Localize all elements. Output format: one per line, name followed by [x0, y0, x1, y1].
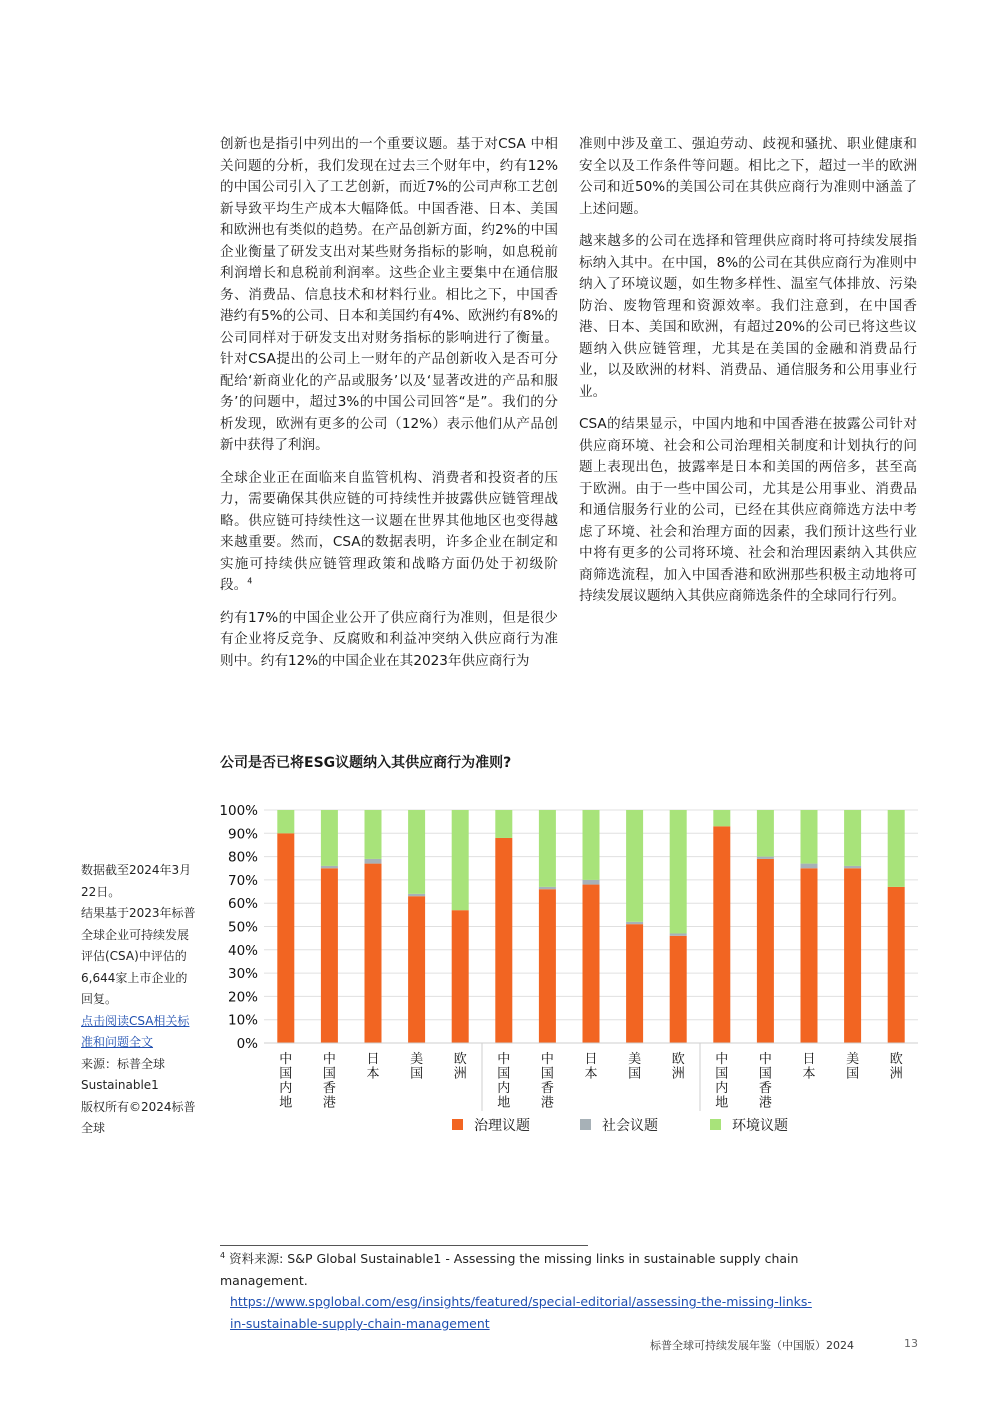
methodology-note: 结果基于2023年标普全球企业可持续发展评估(CSA)中评估的6,644家上市企业的回复。	[81, 906, 196, 1006]
x-tick-label: 美	[846, 1052, 860, 1067]
x-tick-label: 日	[366, 1052, 380, 1067]
bar-segment	[583, 885, 600, 1043]
x-tick-label: 国	[846, 1066, 860, 1082]
paragraph: 约有17%的中国企业公开了供应商行为准则，但是很少有企业将反竞争、反腐败和利益冲突纳入供应商行为准则中。约有12%的中国企业在其2023年供应商行为	[220, 609, 558, 669]
x-tick-label: 中	[758, 1052, 772, 1067]
bar-segment	[888, 810, 905, 887]
x-tick-label: 本	[366, 1066, 380, 1082]
bar-segment	[321, 868, 338, 1043]
bar-segment	[844, 866, 861, 868]
bar-segment	[583, 880, 600, 885]
bar-segment	[713, 826, 730, 1043]
x-tick-label: 国	[758, 1066, 772, 1082]
x-tick-label: 日	[584, 1052, 598, 1067]
x-tick-label: 日	[802, 1052, 816, 1067]
x-tick-label: 地	[497, 1095, 511, 1111]
bar-segment	[888, 887, 905, 1043]
bar-segment	[277, 810, 294, 833]
x-tick-label: 国	[540, 1066, 554, 1082]
bar-segment	[408, 894, 425, 896]
y-tick-label: 20%	[227, 989, 258, 1006]
bar-segment	[801, 810, 818, 864]
csa-criteria-link[interactable]: 点击阅读CSA相关标准和问题全文	[81, 1013, 190, 1049]
x-tick-label: 港	[758, 1095, 772, 1111]
copyright-note: 版权所有©2024标普全球	[81, 1099, 196, 1135]
bar-segment	[365, 810, 382, 859]
x-tick-label: 洲	[889, 1066, 903, 1082]
x-tick-label: 港	[540, 1095, 554, 1111]
bar-segment	[844, 810, 861, 866]
stacked-bar-chart	[200, 796, 930, 1146]
bar-segment	[539, 887, 556, 889]
bar-segment	[365, 864, 382, 1043]
bar-segment	[757, 810, 774, 857]
paragraph: 准则中涉及童工、强迫劳动、歧视和骚扰、职业健康和安全以及工作条件等问题。相比之下，超过一半的欧洲公司和近50%的美国公司在其供应商行为准则中涵盖了上述问题。	[579, 136, 917, 217]
y-tick-label: 100%	[219, 803, 258, 819]
x-tick-label: 洲	[453, 1066, 467, 1082]
bar-segment	[408, 810, 425, 894]
y-tick-label: 80%	[227, 849, 258, 866]
x-tick-label: 洲	[671, 1066, 685, 1082]
x-tick-label: 欧	[671, 1052, 685, 1067]
chart-title: 公司是否已将ESG议题纳入其供应商行为准则?	[220, 755, 512, 771]
bar-segment	[626, 924, 643, 1043]
legend-swatch	[452, 1119, 463, 1130]
bar-segment	[713, 810, 730, 826]
x-tick-label: 中	[279, 1052, 293, 1067]
chart-notes	[81, 860, 197, 1140]
x-tick-label: 地	[715, 1095, 729, 1111]
bar-segment	[321, 866, 338, 868]
y-tick-label: 50%	[227, 919, 258, 936]
y-tick-label: 70%	[227, 872, 258, 889]
paragraph	[220, 468, 558, 597]
legend-label: 社会议题	[602, 1118, 658, 1134]
paragraph: 越来越多的公司在选择和管理供应商时将可持续发展指标纳入其中。在中国，8%的公司在其供应商行为准则中纳入了环境议题，如生物多样性、温室气体排放、污染防治、废物管理和资源效率。我们注意到，在中国香港、日本、美国和欧洲，有超过20%的公司已将这些议题纳入供应链管理，尤其是在美国的金融和消费品行业，以及欧洲的材料、消费品、通信服务和公用事业行业。	[579, 233, 917, 400]
bar-segment	[321, 810, 338, 866]
bar-segment	[757, 859, 774, 1043]
y-tick-label: 30%	[227, 966, 258, 983]
paragraph: 创新也是指引中列出的一个重要议题。基于对CSA 中相关问题的分析，我们发现在过去三个财年中，约有12%的中国公司引入了工艺创新，而近7%的公司声称工艺创新导致平均生产成本大幅降低。中国香港、日本、美国和欧洲也有类似的趋势。在产品创新方面，约2%的中国企业衡量了研发支出对某些财务指标的影响，如息税前利润增长和息税前利润率。这些企业主要集中在通信服务、消费品、信息技术和材料行业。相比之下，中国香港约有5%的公司、日本和美国约有4%、欧洲约有8%的公司同样对于研发支出对财务指标的影响进行了衡量。针对CSA提出的公司上一财年的产品创新收入是否可分配给‘新商业化的产品或服务’以及‘显著改进的产品和服务’的问题中，超过3%的中国公司回答“是”。我们的分析发现，欧洲有更多的公司（12%）表示他们从产品创新中获得了利润。	[220, 136, 558, 453]
bar-segment	[626, 810, 643, 922]
page-number: 13	[904, 1337, 918, 1350]
bar-segment	[670, 936, 687, 1043]
bar-segment	[277, 833, 294, 1043]
chart-legend	[452, 1118, 788, 1134]
legend-label: 环境议题	[732, 1118, 788, 1134]
source-note: 来源：标普全球Sustainable1	[81, 1056, 166, 1092]
data-date-note: 数据截至2024年3月22日。	[81, 863, 192, 899]
bar-segment	[583, 810, 600, 880]
paragraph: CSA的结果显示，中国内地和中国香港在披露公司针对供应商环境、社会和公司治理相关制度和计划执行的问题上表现出色，披露率是日本和美国的两倍多，甚至高于欧洲。由于一些中国公司，尤其是公用事业、消费品和通信服务行业的公司，已经在其供应商筛选方法中考虑了环境、社会和治理方面的因素，我们预计这些行业中将有更多的公司将环境、社会和治理因素纳入其供应商筛选流程，加入中国香港和欧洲那些积极主动地将可持续发展议题纳入其供应商筛选条件的全球同行行列。	[579, 416, 917, 604]
bar-segment	[801, 868, 818, 1043]
bar-segment	[452, 810, 469, 910]
x-tick-label: 中	[322, 1052, 336, 1067]
x-tick-label: 本	[584, 1066, 598, 1082]
x-tick-label: 国	[628, 1066, 642, 1082]
x-tick-label: 中	[540, 1052, 554, 1067]
x-tick-label: 国	[279, 1066, 293, 1082]
body-column-right	[579, 134, 917, 619]
legend-label: 治理议题	[474, 1118, 530, 1134]
footnote-number: 4	[220, 1250, 226, 1260]
x-tick-label: 香	[758, 1081, 772, 1096]
x-tick-label: 欧	[453, 1052, 467, 1067]
y-tick-label: 10%	[227, 1012, 258, 1029]
footnote-link[interactable]: https://www.spglobal.com/esg/insights/featured/special-editorial/assessing-the-missing-links-in-sustainable-supply-chain-management	[230, 1294, 812, 1331]
footer-title: 标普全球可持续发展年鉴（中国版）2024	[650, 1339, 854, 1352]
bar-segment	[408, 896, 425, 1043]
paragraph-text: 全球企业正在面临来自监管机构、消费者和投资者的压力，需要确保其供应链的可持续性并披露供应链管理战略。供应链可持续性这一议题在世界其他地区也变得越来越重要。然而，CSA的数据表明，许多企业在制定和实施可持续供应链管理政策和战略方面仍处于初级阶段。	[220, 469, 558, 593]
x-tick-label: 地	[279, 1095, 293, 1111]
bar-segment	[670, 810, 687, 933]
y-tick-label: 90%	[227, 826, 258, 843]
body-column-left	[220, 134, 558, 683]
legend-swatch	[580, 1119, 591, 1130]
x-tick-label: 国	[410, 1066, 424, 1082]
bar-segment	[539, 810, 556, 887]
chart-bars	[277, 810, 904, 1043]
bar-segment	[495, 810, 512, 838]
bar-segment	[365, 859, 382, 864]
footnote-text: 资料来源: S&P Global Sustainable1 - Assessing the missing links in sustainable supply chain management.	[220, 1251, 799, 1288]
bar-segment	[801, 864, 818, 869]
y-tick-label: 0%	[236, 1036, 258, 1052]
bar-segment	[844, 868, 861, 1043]
y-tick-label: 60%	[227, 896, 258, 913]
x-tick-label: 内	[497, 1081, 511, 1096]
x-tick-label: 香	[540, 1081, 554, 1096]
legend-swatch	[710, 1119, 721, 1130]
x-tick-label: 香	[322, 1081, 336, 1096]
footnote-reference[interactable]: 4	[247, 576, 253, 586]
bar-segment	[452, 910, 469, 1043]
x-tick-label: 中	[497, 1052, 511, 1067]
x-tick-label: 内	[279, 1081, 293, 1096]
x-tick-label: 国	[322, 1066, 336, 1082]
x-tick-label: 国	[497, 1066, 511, 1082]
bar-segment	[539, 889, 556, 1043]
bar-segment	[495, 838, 512, 1043]
x-tick-label: 国	[715, 1066, 729, 1082]
bar-segment	[626, 922, 643, 924]
x-tick-label: 本	[802, 1066, 816, 1082]
y-tick-label: 40%	[227, 942, 258, 959]
footnote	[220, 1248, 820, 1334]
x-tick-label: 美	[410, 1052, 424, 1067]
x-tick-label: 内	[715, 1081, 729, 1096]
x-tick-label: 港	[322, 1095, 336, 1111]
footnote-divider	[220, 1245, 588, 1246]
bar-segment	[757, 857, 774, 859]
bar-segment	[670, 933, 687, 935]
x-tick-label: 欧	[889, 1052, 903, 1067]
x-tick-label: 中	[715, 1052, 729, 1067]
x-tick-label: 美	[628, 1052, 642, 1067]
